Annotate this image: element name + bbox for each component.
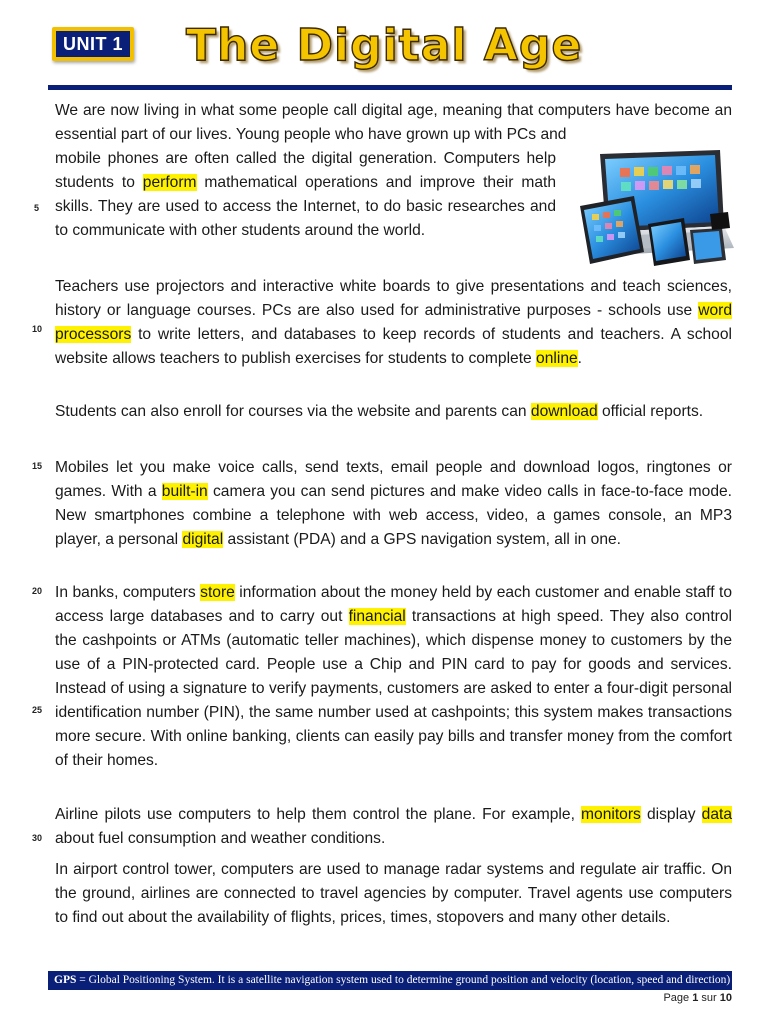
page-total: 10 (719, 992, 732, 1004)
highlight-perform: perform (142, 174, 197, 191)
line-number-30: 30 (32, 833, 43, 843)
paragraph-3-text-a: Students can also enroll for courses via the website and parents can (55, 403, 531, 420)
line-number-20: 20 (32, 586, 43, 596)
footnote-text: = Global Positioning System. It is a satellite navigation system used to determine ground position and velocity (location, speed and direction) (76, 974, 731, 986)
highlight-data: data (701, 806, 732, 823)
page-middle: sur (698, 992, 720, 1004)
highlight-monitors: monitors (581, 806, 641, 823)
line-number-25: 25 (32, 705, 43, 715)
highlight-online: online (536, 350, 578, 367)
highlight-digital: digital (182, 531, 224, 548)
paragraph-7-text: In airport control tower, computers are used to manage radar systems and regulate air traffic. On the ground, airlines are connected to travel agencies by computer. Travel agents use computers to find out about the availability of flights, prices, times, stopovers and many other details. (55, 861, 732, 926)
paragraph-6-text-a: Airline pilots use computers to help them control the plane. For example, (55, 806, 582, 823)
paragraph-1-narrow: mobile phones are often called the digital generation. Computers help students to perform mathematical operations and improve their math skills. They are used to access the Internet, to do basic researches and to communicate with other students around the world. (55, 150, 557, 239)
footnote-bar (48, 971, 732, 990)
paragraph-2 (55, 275, 732, 371)
page-prefix: Page (663, 992, 693, 1004)
paragraph-6 (55, 803, 732, 851)
paragraph-5-text-b: information about the money held by each customer and enable staff to access large databases and to carry out (55, 584, 732, 625)
unit-label: UNIT 1 (56, 31, 130, 57)
paragraph-4-text-a: Mobiles let you make voice calls, send texts, email people and download logos, ringtones or games. With a (55, 459, 732, 500)
highlight-word-processors: word processors (55, 302, 732, 343)
paragraph-6-text-b: display (640, 806, 702, 823)
paragraph-5-text-c: transactions at high speed. They also control the cashpoints or ATMs (automatic teller machines), which dispense money to customers by the use of a PIN-protected card. People use a Chip and PIN card to pay for goods and services. Instead of using a signature to verify payments, customers are asked to enter a four-digit personal identification number (PIN), the same number used at cashpoints; this system makes transactions more secure. With online banking, clients can easily pay bills and transfer money from the comfort of their homes. (55, 608, 732, 769)
paragraph-3-text-b: official reports. (597, 403, 704, 420)
paragraph-4-text-c: assistant (PDA) and a GPS navigation system, all in one. (223, 531, 622, 548)
header-rule (48, 85, 732, 90)
paragraph-4-text-b: camera you can send pictures and make video calls in face-to-face mode. New smartphones combine a telephone with web access, video, a games console, an MP3 player, a personal (55, 483, 733, 548)
paragraph-6-text-c: about fuel consumption and weather conditions. (55, 830, 386, 847)
paragraph-1-wide: We are now living in what some people call digital age, meaning that computers have become an essential part of our lives. Young people who have grown up with PCs and (55, 102, 732, 143)
page-current: 1 (692, 992, 699, 1004)
unit-badge (52, 27, 134, 61)
paragraph-3 (55, 400, 732, 424)
highlight-built-in: built-in (161, 483, 208, 500)
highlight-store: store (200, 584, 235, 601)
paragraph-7 (55, 858, 732, 930)
highlight-financial: financial (348, 608, 406, 625)
line-number-10: 10 (32, 324, 43, 334)
paragraph-1 (55, 99, 732, 243)
paragraph-2-text-a: Teachers use projectors and interactive white boards to give presentations and teach sciences, history or language courses. PCs are also used for administrative purposes - schools use (55, 278, 732, 319)
paragraph-5-text-a: In banks, computers (55, 584, 201, 601)
line-number-15: 15 (32, 461, 43, 471)
paragraph-4 (55, 456, 732, 552)
paragraph-2-text-b: to write letters, and databases to keep records of students and teachers. A school website allows teachers to publish exercises for students to complete (55, 326, 732, 367)
page-number (663, 992, 732, 1004)
line-number-5: 5 (34, 203, 40, 213)
paragraph-5 (55, 581, 732, 773)
paragraph-2-text-c: . (577, 350, 583, 367)
highlight-download: download (530, 403, 598, 420)
footnote-term: GPS (54, 974, 77, 986)
page-title: The Digital Age (186, 20, 583, 71)
